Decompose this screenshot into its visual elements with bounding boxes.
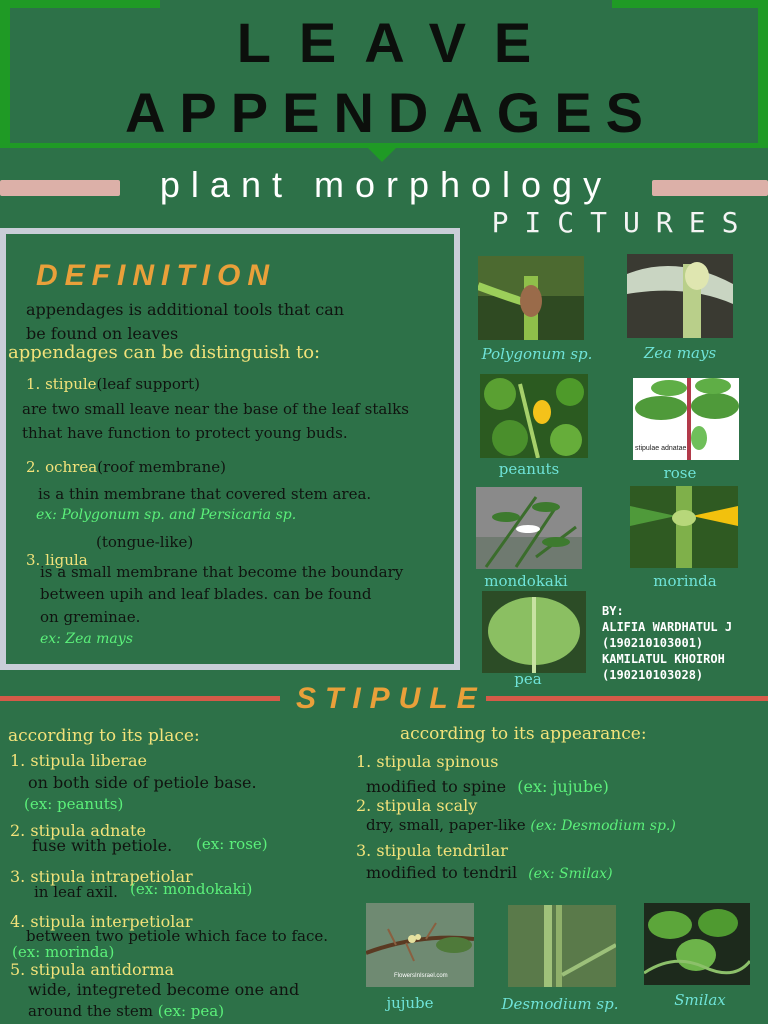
- item-stipule-desc1: are two small leave near the base of the leaf stalks: [22, 400, 409, 418]
- place-item3-name: 3. stipula intrapetiolar: [10, 867, 193, 886]
- rose-photo-caption: stipulae adnatae: [635, 445, 687, 452]
- page-title-line2: APPENDAGES: [124, 81, 658, 144]
- place-item5-name: 5. stipula antidorma: [10, 960, 175, 979]
- appearance-item1-row: [366, 777, 609, 796]
- pictures-label: PICTURES: [491, 206, 755, 239]
- place-item2-name: 2. stipula adnate: [10, 821, 146, 840]
- appearance-item1-example: (ex: jujube): [517, 777, 609, 796]
- distinguish-heading: appendages can be distinguish to:: [8, 342, 321, 363]
- peanuts-photo: [480, 374, 588, 458]
- appearance-item3-desc: modified to tendril: [366, 863, 518, 882]
- appearance-item2-desc: dry, small, paper-like: [366, 816, 526, 834]
- item-ochrea-desc: is a thin membrane that covered stem area.: [38, 485, 372, 503]
- place-item1-name: 1. stipula liberae: [10, 751, 147, 770]
- smilax-photo: [644, 903, 750, 985]
- definition-heading: DEFINITION: [36, 259, 276, 292]
- mondokaki-photo: [476, 487, 582, 569]
- place-item1-desc: on both side of petiole base.: [28, 773, 257, 792]
- caption-jujube: jujube: [386, 994, 434, 1012]
- header-pointer: [368, 148, 396, 162]
- place-item4-example: (ex: morinda): [12, 943, 115, 961]
- authors-block: [602, 603, 732, 683]
- header-frame-top-right: [612, 0, 768, 8]
- caption-rose: rose: [663, 464, 697, 482]
- zea-mays-photo: [627, 254, 733, 338]
- item-ligula-paren: (tongue-like): [96, 533, 194, 551]
- pea-photo: [482, 591, 586, 673]
- caption-desmodium: Desmodium sp.: [501, 995, 619, 1013]
- caption-morinda: morinda: [653, 572, 717, 590]
- appearance-item3-row: [366, 863, 613, 882]
- definition-text-line2: be found on leaves: [26, 324, 179, 343]
- author2-id: (190210103028): [602, 668, 704, 682]
- jujube-photo: [366, 903, 474, 987]
- stipule-brush-left: [0, 696, 280, 701]
- item-ligula-example: ex: Zea mays: [40, 631, 133, 647]
- place-item4-name: 4. stipula interpetiolar: [10, 912, 193, 931]
- rose-photo: [633, 378, 739, 460]
- item-ligula-desc3: on greminae.: [40, 608, 141, 626]
- caption-polygonum: Polygonum sp.: [481, 345, 593, 363]
- morinda-photo: [630, 486, 738, 568]
- definition-item-stipule: [26, 375, 200, 393]
- definition-box: [0, 228, 460, 670]
- place-item2-desc: fuse with petiole.: [32, 836, 173, 855]
- place-item5-desc2: around the stem: [28, 1002, 153, 1020]
- author1-id: (190210103001): [602, 636, 704, 650]
- subtitle-brush-left: [0, 180, 120, 196]
- place-heading: according to its place:: [8, 726, 200, 746]
- stipule-heading: STIPULE: [296, 682, 486, 715]
- definition-text-line1: appendages is additional tools that can: [26, 300, 345, 319]
- caption-smilax: Smilax: [674, 991, 726, 1009]
- place-item5-example: (ex: pea): [157, 1002, 225, 1020]
- appearance-item2-example: (ex: Desmodium sp.): [530, 818, 676, 834]
- place-item1-example: (ex: peanuts): [24, 795, 124, 813]
- polygonum-photo: [478, 256, 584, 340]
- caption-zea-mays: Zea mays: [643, 344, 717, 362]
- appearance-heading: according to its appearance:: [400, 724, 647, 744]
- caption-mondokaki: mondokaki: [484, 572, 568, 590]
- author2-name: KAMILATUL KHOIROH: [602, 652, 725, 666]
- item-ochrea-paren: (roof membrane): [97, 458, 227, 476]
- appearance-item1-desc: modified to spine: [366, 777, 507, 796]
- desmodium-photo: [508, 905, 616, 987]
- author1-name: ALIFIA WARDHATUL J: [602, 620, 733, 634]
- definition-item-ochrea: [26, 458, 226, 476]
- appearance-item3-name: 3. stipula tendrilar: [356, 841, 508, 860]
- caption-pea: pea: [514, 670, 542, 688]
- item-stipule-desc2: thhat have function to protect young buds.: [22, 424, 348, 442]
- page-subtitle: plant morphology: [159, 164, 613, 205]
- item-ochrea-example: ex: Polygonum sp. and Persicaria sp.: [36, 507, 297, 523]
- page-title-line1: LEAVE: [236, 11, 560, 74]
- item-ligula-name: 3. ligula: [26, 551, 88, 569]
- caption-peanuts: peanuts: [498, 460, 560, 478]
- appearance-item3-example: (ex: Smilax): [528, 866, 613, 882]
- item-ochrea-name: 2. ochrea: [26, 458, 98, 476]
- place-item3-example: (ex: mondokaki): [130, 880, 253, 898]
- place-item3-desc: in leaf axil.: [34, 883, 118, 901]
- place-item5-desc2-row: [28, 1002, 224, 1020]
- item-stipule-name: 1. stipule: [26, 375, 97, 393]
- appearance-item1-name: 1. stipula spinous: [356, 752, 499, 771]
- item-ligula-desc2: between upih and leaf blades. can be found: [40, 585, 372, 603]
- appearance-item2-row: [366, 816, 676, 834]
- place-item2-example: (ex: rose): [196, 835, 268, 853]
- item-ligula-desc1: is a small membrane that become the boundary: [40, 563, 404, 581]
- jujube-photo-watermark: FlowersInIsrael.com: [394, 973, 448, 979]
- stipule-brush-right: [486, 696, 768, 701]
- item-stipule-paren: (leaf support): [96, 375, 200, 393]
- appearance-item2-name: 2. stipula scaly: [356, 796, 478, 815]
- header-frame-top-left: [0, 0, 160, 8]
- place-item4-desc: between two petiole which face to face.: [26, 927, 329, 945]
- authors-by: BY:: [602, 604, 624, 618]
- place-item5-desc: wide, integreted become one and: [28, 980, 300, 999]
- subtitle-brush-right: [652, 180, 768, 196]
